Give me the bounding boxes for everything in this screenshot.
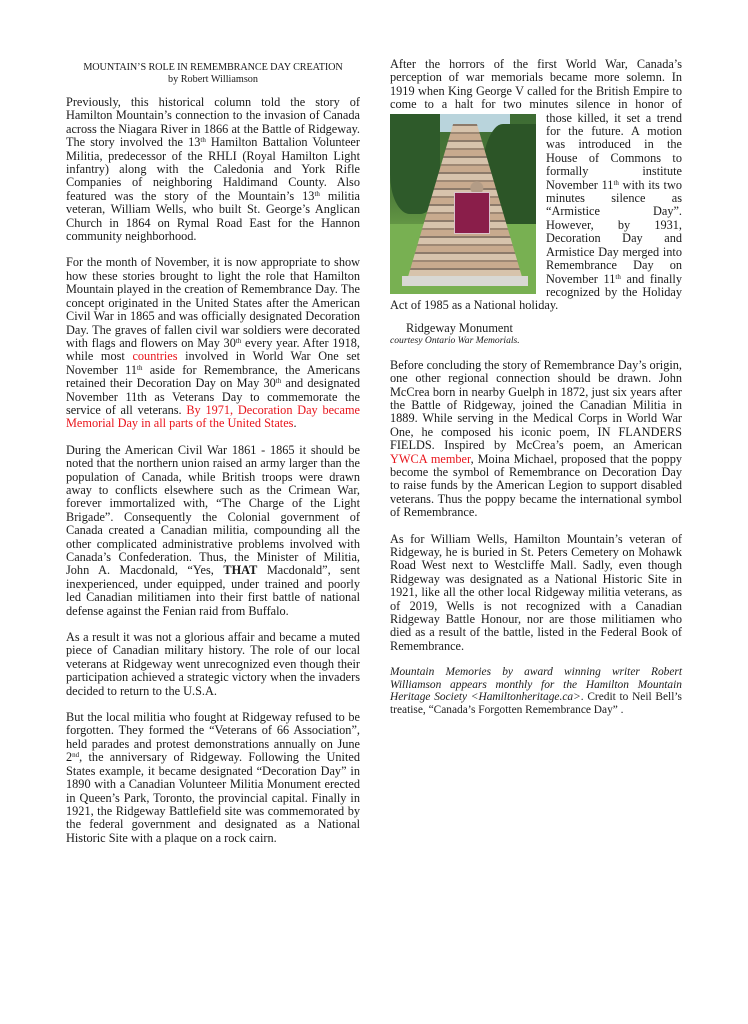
paragraph-result: As a result it was not a glorious affair and became a muted piece of Canadian military history. The role of our local veterans at Ridgeway went unrecognized even though their participation achieved a strategic victory when the invaders decided to return to the U.S.A. xyxy=(66,630,360,698)
paragraph-wells: As for William Wells, Hamilton Mountain’s veteran of Ridgeway, he is buried in St. Peters Cemetery on Mohawk Road West next to Westcliffe Mall. Sadly, even though Ridgeway was designated as a National Historic Site in 1921, like all the other local Ridgeway militia veterans, as of 2019, Wells is not recognized with a Canadian Ridgeway Battle Honour, nor are those militiamen who died as a result of the battle, listed in the Federal Book of Remembrance. xyxy=(390,531,682,653)
left-column xyxy=(66,62,360,858)
article-title: MOUNTAIN’S ROLE IN REMEMBRANCE DAY CREATION xyxy=(83,62,343,73)
ridgeway-monument-photo xyxy=(390,114,536,294)
paragraph-november: For the month of November, it is now appropriate to show how these stories brought to light the role that Hamilton Mountain played in the creation of Remembrance Day. The concept originated in the United States after the American Civil War in 1865 and was officially designated Decoration Day. The graves of fallen civil war soldiers were decorated with flags and flowers on May 30th every year. After 1918, while most countries involved in World War One set November 11th aside for Remembrance, the Americans retained their Decoration Day on May 30th and designated November 11th as Veterans Day to commemorate the service of all veterans. By 1971, Decoration Day became Memorial Day in all parts of the United States. xyxy=(66,255,360,431)
right-column xyxy=(390,58,682,729)
paragraph-intro: Previously, this historical column told the story of Hamilton Mountain’s connection to the invasion of Canada across the Niagara River in 1866 at the Battle of Ridgeway. The story involved the 13th Hamilton Battalion Volunteer Militia, predecessor of the RHLI (Royal Hamilton Light infantry) along with the Caledonia and York Rifle Companies of neighboring Haldimand County. Also featured was the story of the Mountain’s 13th militia veteran, William Wells, who built St. George’s Anglican Church in 1864 on Rymal Road East for the Hannon community neighborhood. xyxy=(66,95,360,244)
paragraph-mccrea: Before concluding the story of Remembrance Day’s origin, one other regional connection should be drawn. John McCrea born in nearby Guelph in 1872, just six years after the Battle of Ridgeway, joined the Canadian Militia in 1889. While serving in the Medical Corps in World War One, he composed his iconic poem, IN FLANDERS FIELDS. Inspired by McCrea’s poem, an American YWCA member, Moina Michael, proposed that the poppy become the symbol of Remembrance on Decoration Day to raise funds by the American Legion to support disabled veterans. Thus the poppy became the international symbol of Remembrance. xyxy=(390,357,683,520)
figure-caption: Ridgeway Monument xyxy=(406,320,513,335)
highlight-memorial-day: By 1971, Decoration Day became Memorial Day in all parts of the United States xyxy=(66,402,360,431)
paragraph-after-ww1-lead: After the horrors of the first World War, Canada’s perception of war memorials became more solemn. In 1919 when King George V called for the British Empire to come to a halt for two minutes silence in honor of xyxy=(390,57,682,112)
paragraph-local-militia: But the local militia who fought at Ridgeway refused to be forgotten. They formed the “Veterans of 66 Association”, held parades and protest demonstrations annually on June 2nd, the anniversary of Ridgeway. Following the United States example, it became designated “Decoration Day” in 1890 with a Canadian Volunteer Militia Monument erected in Queen’s Park, Toronto, the provincial capital. Finally in 1921, the Ridgeway Battlefield site was commemorated by the federal government and designated as a National Historic Site with a plaque on a rock cairn. xyxy=(66,710,360,845)
article-header xyxy=(66,62,360,85)
figure-credit: courtesy Ontario War Memorials. xyxy=(390,334,520,346)
monument-figure xyxy=(390,114,538,294)
plaque-icon xyxy=(454,192,490,234)
highlight-countries: countries xyxy=(132,349,178,364)
paragraph-after-ww1: After the horrors of the first World War, Canada’s perception of war memorials became more solemn. In 1919 when King George V called for the British Empire to come to a halt for two minutes silence in honor of those killed, it set a trend for the future. A motion was introduced in the House of Commons to formally institute November 11th with its two minutes silence as “Armistice Day”. However, by 1931, Decoration Day and Armistice Day merged into Remembrance Day on November 11th and finally recognized by the Holiday Act of 1985 as a National holiday. Ridgeway Monument courtesy Ontario War Memorials. xyxy=(390,57,682,346)
bold-that: THAT xyxy=(223,563,258,578)
article-byline: by Robert Williamson xyxy=(168,73,258,85)
author-note: Mountain Memories by award winning writer Robert Williamson appears monthly for the Hamilton Mountain Heritage Society <Hamiltonheritage.ca>. Credit to Neil Bell’s treatise, “Canada’s Forgotten Remembrance Day” . xyxy=(390,666,682,716)
paragraph-civil-war: During the American Civil War 1861 - 1865 it should be noted that the northern union raised an army larger than the population of Canada, while British troops were drawn away to conflicts elsewhere such as the Crimean War, forever immortalized with, “The Charge of the Light Brigade”. Consequently the Colonial government of Canada created a Canadian militia, compounding all the other complicated administrative problems involved with Canada’s Confederation. Thus, the Minister of Militia, John A. Macdonald, “Yes, THAT Macdonald”, sent inexperienced, under equipped, under trained and poorly led Canadian militiamen into their first battle of national defense against the Fenian raid from Buffalo. xyxy=(66,442,360,618)
highlight-ywca: YWCA member xyxy=(390,451,471,466)
